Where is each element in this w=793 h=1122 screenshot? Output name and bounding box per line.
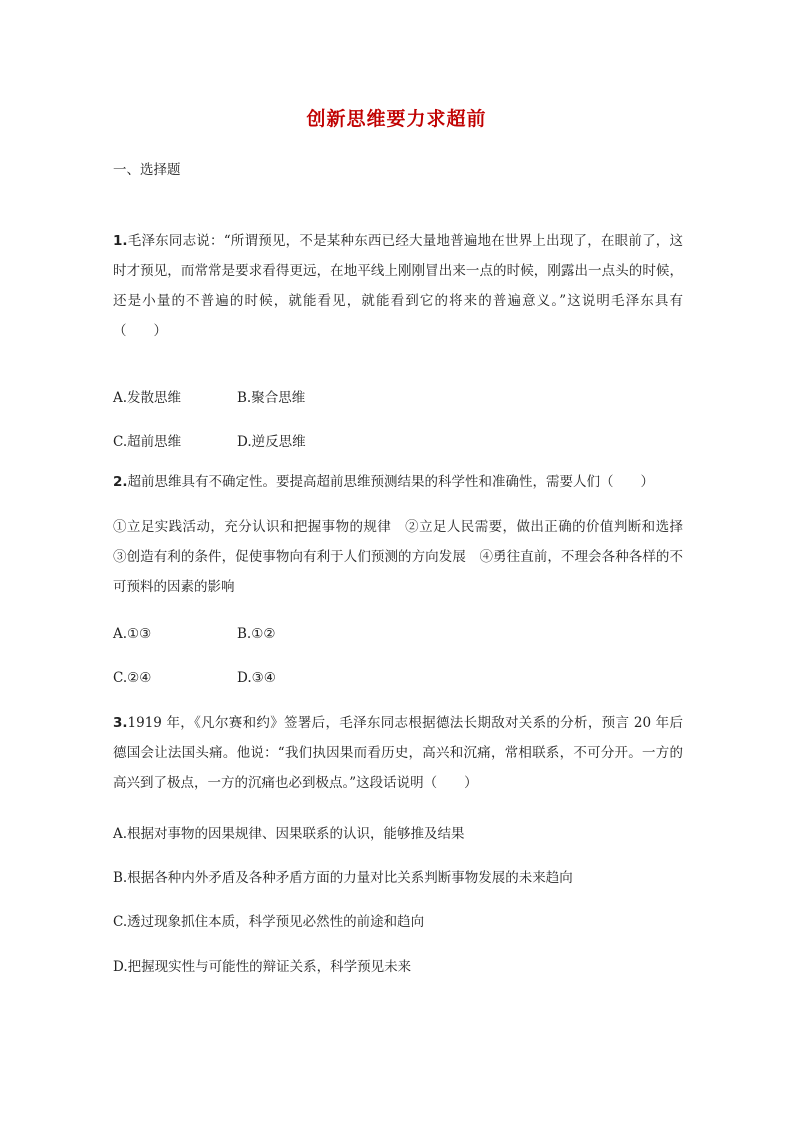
document-title: 创新思维要力求超前 <box>306 108 487 130</box>
option-d: D.③④ <box>237 670 276 686</box>
question-2 <box>113 467 683 497</box>
question-number: 1. <box>113 233 128 249</box>
option-a: A.发散思维 <box>113 390 182 406</box>
option-d: D.逆反思维 <box>237 434 306 450</box>
option-d: D.把握现实性与可能性的辩证关系，科学预见未来 <box>113 959 412 975</box>
option-a: A.①③ <box>113 626 152 642</box>
question-number: 2. <box>113 474 128 490</box>
option-b: B.聚合思维 <box>237 390 306 406</box>
question-number: 3. <box>113 715 128 731</box>
question-3 <box>113 708 683 798</box>
option-b: B.根据各种内外矛盾及各种矛盾方面的力量对比关系判断事物发展的未来趋向 <box>113 870 573 886</box>
option-b: B.①② <box>237 626 276 642</box>
question-text: 1919 年，《凡尔赛和约》签署后，毛泽东同志根据德法长期敌对关系的分析，预言 20 年后德国会让法国头痛。他说：“我们执因果而看历史，高兴和沉痛，常相联系，不可分开。一方的高兴到了极点，一方的沉痛也必到极点。”这段话说明（ ） <box>113 715 683 791</box>
option-c: C.②④ <box>113 670 152 686</box>
question-2-statements: ①立足实践活动，充分认识和把握事物的规律 ②立足人民需要，做出正确的价值判断和选择 ③创造有利的条件，促使事物向有利于人们预测的方向发展 ④勇往直前，不理会各种各样的不可预料的因素的影响 <box>113 519 697 595</box>
section-heading: 一、选择题 <box>113 162 181 178</box>
question-1 <box>113 226 683 346</box>
question-text: 毛泽东同志说：“所谓预见，不是某种东西已经大量地普遍地在世界上出现了，在眼前了，这时才预见，而常常是要求看得更远，在地平线上刚刚冒出来一点的时候，刚露出一点头的时候，还是小量的不普遍的时候，就能看见，就能看到它的将来的普遍意义。”这说明毛泽东具有（ ） <box>113 233 683 339</box>
option-c: C.透过现象抓住本质，科学预见必然性的前途和趋向 <box>113 914 425 930</box>
option-a: A.根据对事物的因果规律、因果联系的认识，能够推及结果 <box>113 826 465 842</box>
question-text: 超前思维具有不确定性。要提高超前思维预测结果的科学性和准确性，需要人们（ ） <box>127 474 655 490</box>
option-c: C.超前思维 <box>113 434 182 450</box>
